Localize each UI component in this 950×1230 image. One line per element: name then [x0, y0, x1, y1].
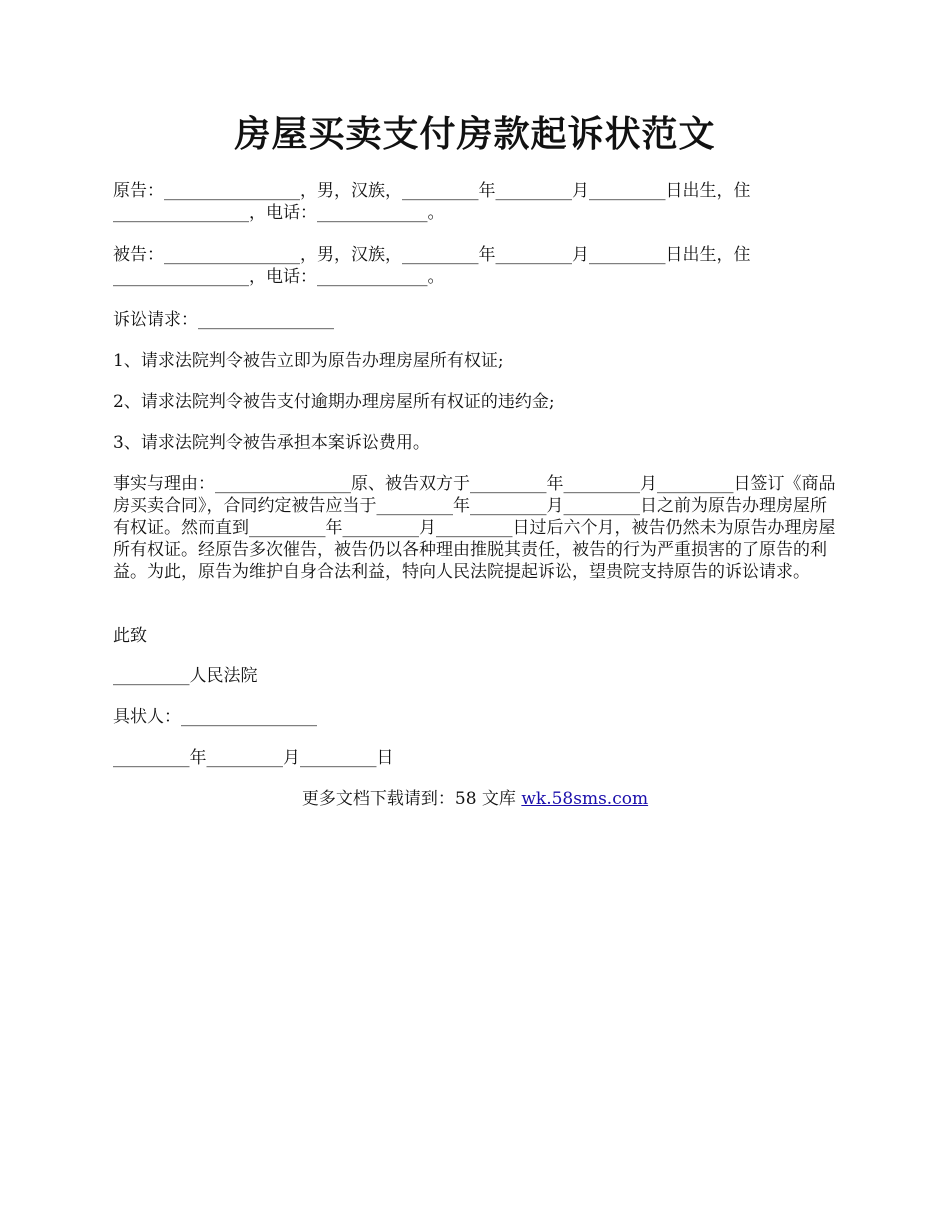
date-line: _________年_________月_________日	[113, 748, 394, 768]
signer-line: 具状人：________________	[113, 707, 317, 727]
claim-item: 2、请求法院判令被告支付逾期办理房屋所有权证的违约金;	[113, 392, 555, 412]
claim-item: 1、请求法院判令被告立即为原告办理房屋所有权证;	[113, 351, 504, 371]
claims-heading: 诉讼请求：________________	[113, 310, 334, 330]
claim-item: 3、请求法院判令被告承担本案诉讼费用。	[113, 433, 430, 453]
footer-text: 更多文档下载请到：58 文库	[301, 789, 516, 809]
footer-link[interactable]: wk.58sms.com	[521, 789, 649, 809]
plaintiff-paragraph: 原告：________________，男，汉族，_________年_________月_________日出生，住________________，电话：_____________。	[113, 181, 751, 223]
court-line: _________人民法院	[113, 666, 258, 686]
defendant-paragraph: 被告：________________，男，汉族，_________年_________月_________日出生，住________________，电话：_____________。	[113, 245, 751, 287]
facts-paragraph: 事实与理由：________________原、被告双方于_________年_________月_________日签订《商品房买卖合同》，合同约定被告应当于_________年_________月_________日之前为原告办理房屋所有权证。然而直到_________年_________月_________日过后六个月，被告仍然未为原告办理房屋所有权证。经原告多次催告，被告仍以各种理由推脱其责任，被告的行为严重损害的了原告的利益。为此，原告为维护自身合法利益，特向人民法院提起诉讼，望贵院支持原告的诉讼请求。	[113, 474, 836, 582]
salutation: 此致	[113, 626, 147, 646]
footer	[0, 788, 950, 810]
document-title: 房屋买卖支付房款起诉状范文	[234, 113, 716, 155]
